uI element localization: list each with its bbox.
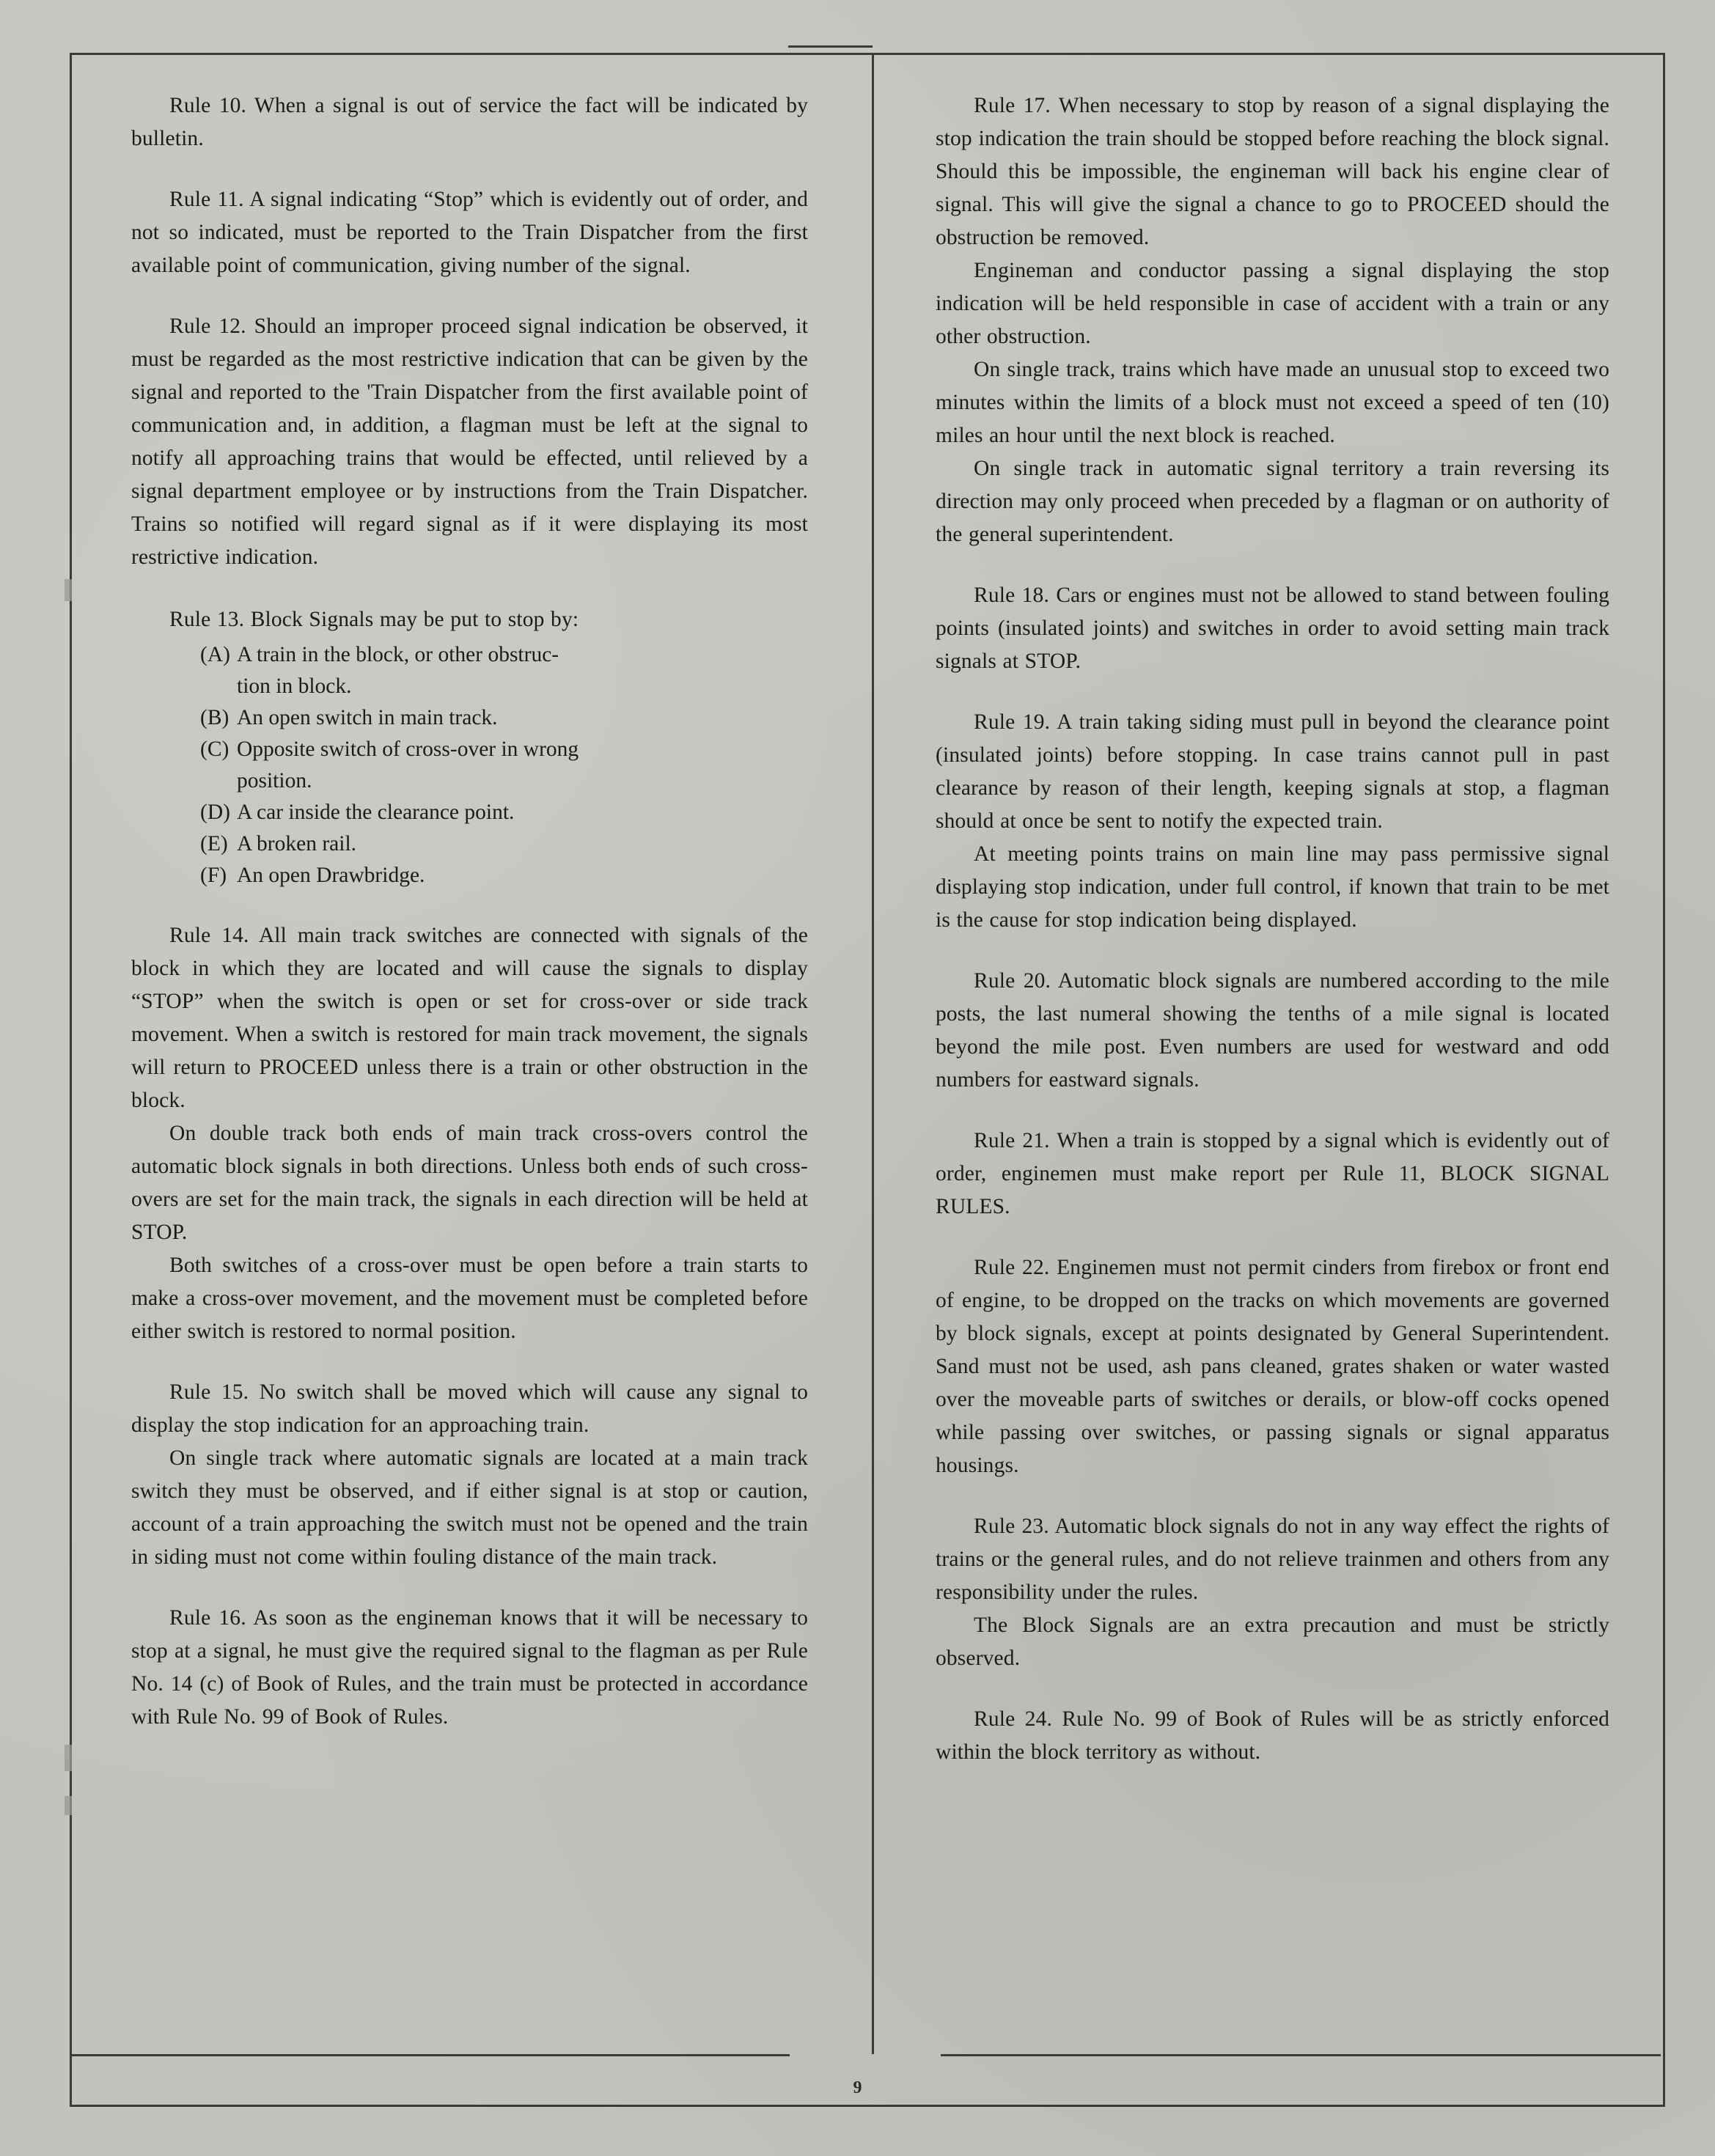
list-item-text [237, 734, 808, 797]
paragraph: On single track, trains which have made an unusual stop to exceed two minutes within the limits of a block must not exceed a speed of ten (10) miles an hour until the next block is reached. [936, 358, 1609, 447]
paragraph: Rule 16. As soon as the engineman knows that it will be necessary to stop at a signal, he must give the required signal to the flagman as per Rule No. 14 (c) of Book of Rules, and the train must be protected in accordance with Rule No. 99 of Book of Rules. [131, 1606, 808, 1729]
paragraph: Rule 14. All main track switches are connected with signals of the block in which they are located and will cause the signals to display “STOP” when the switch is open or set for cross-over or side track movement. When a switch is restored for main track movement, the signals will return to PROCEED unless there is a train or other obstruction in the block. [131, 924, 808, 1112]
paragraph: Engineman and conductor passing a signal displaying the stop indication will be held responsible in case of accident with a train or any other obstruction. [936, 259, 1609, 348]
rule-13-list [169, 639, 808, 891]
list-item-line1: An open Drawbridge. [237, 864, 425, 887]
list-item-label: (D) [200, 801, 230, 824]
header-rule [788, 45, 873, 48]
list-item-line2: position. [237, 769, 312, 792]
list-item [169, 860, 808, 891]
list-item-label: (C) [200, 737, 229, 761]
paragraph: Rule 17. When necessary to stop by reason of a signal displaying the stop indication the train should be stopped before reaching the block signal. Should this be impossible, the engineman will back his engine clear of signal. This will give the signal a chance to go to PROCEED should the obstruction be removed. [936, 94, 1609, 249]
paragraph: On single track where automatic signals are located at a main track switch they must be observed, and if either signal is at stop or caution, account of a train approaching the switch must not be opened and the train in siding must not come within fouling distance of the main track. [131, 1446, 808, 1569]
left-column [70, 53, 865, 2054]
rule-13-block [131, 603, 808, 891]
paragraph: On double track both ends of main track cross-overs control the automatic block signals in both directions. Unless both ends of such cross-overs are set for the main track, the signals in each direction will be held at STOP. [131, 1122, 808, 1244]
footer-rule-left [70, 2054, 790, 2056]
list-item [169, 797, 808, 828]
list-item-line1: A train in the block, or other obstruc- [237, 643, 559, 666]
paragraph: Rule 12. Should an improper proceed signal indication be observed, it must be regarded as the most restrictive indication that can be given by the signal and reported to the 'Train Dispatcher from the first available point of communication and, in addition, a flagman must be left at the signal to notify all approaching trains that would be effected, until relieved by a signal department employee or by instructions from the Train Dispatcher. Trains so notified will regard signal as if it were displaying its most restrictive indication. [131, 314, 808, 569]
body-columns [70, 53, 1661, 2054]
list-item-label: (A) [200, 643, 230, 666]
rule-13-heading: Rule 13. Block Signals may be put to stop by: [169, 608, 579, 631]
list-item [169, 702, 808, 734]
list-item-text [237, 797, 808, 828]
paragraph: On single track in automatic signal territory a train reversing its direction may only proceed when preceded by a flagman or on authority of the general superintendent. [936, 457, 1609, 546]
paragraph: The Block Signals are an extra precaution and must be strictly observed. [936, 1614, 1609, 1670]
list-item-line1: A car inside the clearance point. [237, 801, 515, 824]
list-item-label: (B) [200, 706, 229, 729]
list-item-line1: Opposite switch of cross-over in wrong [237, 737, 579, 761]
list-item-line1: A broken rail. [237, 832, 357, 856]
paragraph: Rule 21. When a train is stopped by a signal which is evidently out of order, enginemen must make report per Rule 11, BLOCK SIGNAL RULES. [936, 1129, 1609, 1218]
list-item-text [237, 860, 808, 891]
paragraph: Rule 23. Automatic block signals do not in any way effect the rights of trains or the general rules, and do not relieve trainmen and others from any responsibility under the rules. [936, 1515, 1609, 1604]
list-item [169, 734, 808, 797]
paragraph: Rule 20. Automatic block signals are numbered according to the mile posts, the last numeral showing the tenths of a mile signal is located beyond the mile post. Even numbers are used for westward and odd numbers for eastward signals. [936, 969, 1609, 1092]
paragraph: Rule 22. Enginemen must not permit cinders from firebox or front end of engine, to be dropped on the tracks on which movements are governed by block signals, except at points designated by General Superintendent. Sand must not be used, ash pans cleaned, grates shaken or water wasted over the moveable parts of switches or derails, or blow-off cocks opened while passing over switches, or passing signals or signal apparatus housings. [936, 1256, 1609, 1477]
paragraph: Rule 24. Rule No. 99 of Book of Rules will be as strictly enforced within the block territory as without. [936, 1707, 1609, 1764]
list-item-text [237, 639, 808, 702]
paragraph: Rule 18. Cars or engines must not be allowed to stand between fouling points (insulated joints) and switches in order to avoid setting main track signals at STOP. [936, 584, 1609, 673]
list-item [169, 828, 808, 860]
paragraph: Rule 15. No switch shall be moved which will cause any signal to display the stop indication for an approaching train. [131, 1380, 808, 1437]
list-item-line2: tion in block. [237, 674, 352, 698]
paragraph: At meeting points trains on main line may pass permissive signal displaying stop indication, under full control, if known that train to be met is the cause for stop indication being displayed. [936, 842, 1609, 932]
paragraph: Rule 10. When a signal is out of service the fact will be indicated by bulletin. [131, 94, 808, 150]
paragraph: Rule 11. A signal indicating “Stop” which is evidently out of order, and not so indicated, must be reported to the Train Dispatcher from the first available point of communication, giving number of the signal. [131, 188, 808, 277]
list-item-line1: An open switch in main track. [237, 706, 498, 729]
list-item-label: (F) [200, 864, 227, 887]
list-item [169, 639, 808, 702]
paragraph: Rule 19. A train taking siding must pull in beyond the clearance point (insulated joints) before stopping. In case trains cannot pull in past clearance by reason of their length, keeping signals at stop, a flagman should at once be sent to notify the expected train. [936, 710, 1609, 833]
list-item-text [237, 828, 808, 860]
footer-rule-right [941, 2054, 1661, 2056]
paragraph: Both switches of a cross-over must be open before a train starts to make a cross-over movement, and the movement must be completed before either switch is restored to normal position. [131, 1254, 808, 1343]
right-column [865, 53, 1661, 2054]
list-item-text [237, 702, 808, 734]
page-number: 9 [853, 2078, 862, 2097]
list-item-label: (E) [200, 832, 228, 856]
